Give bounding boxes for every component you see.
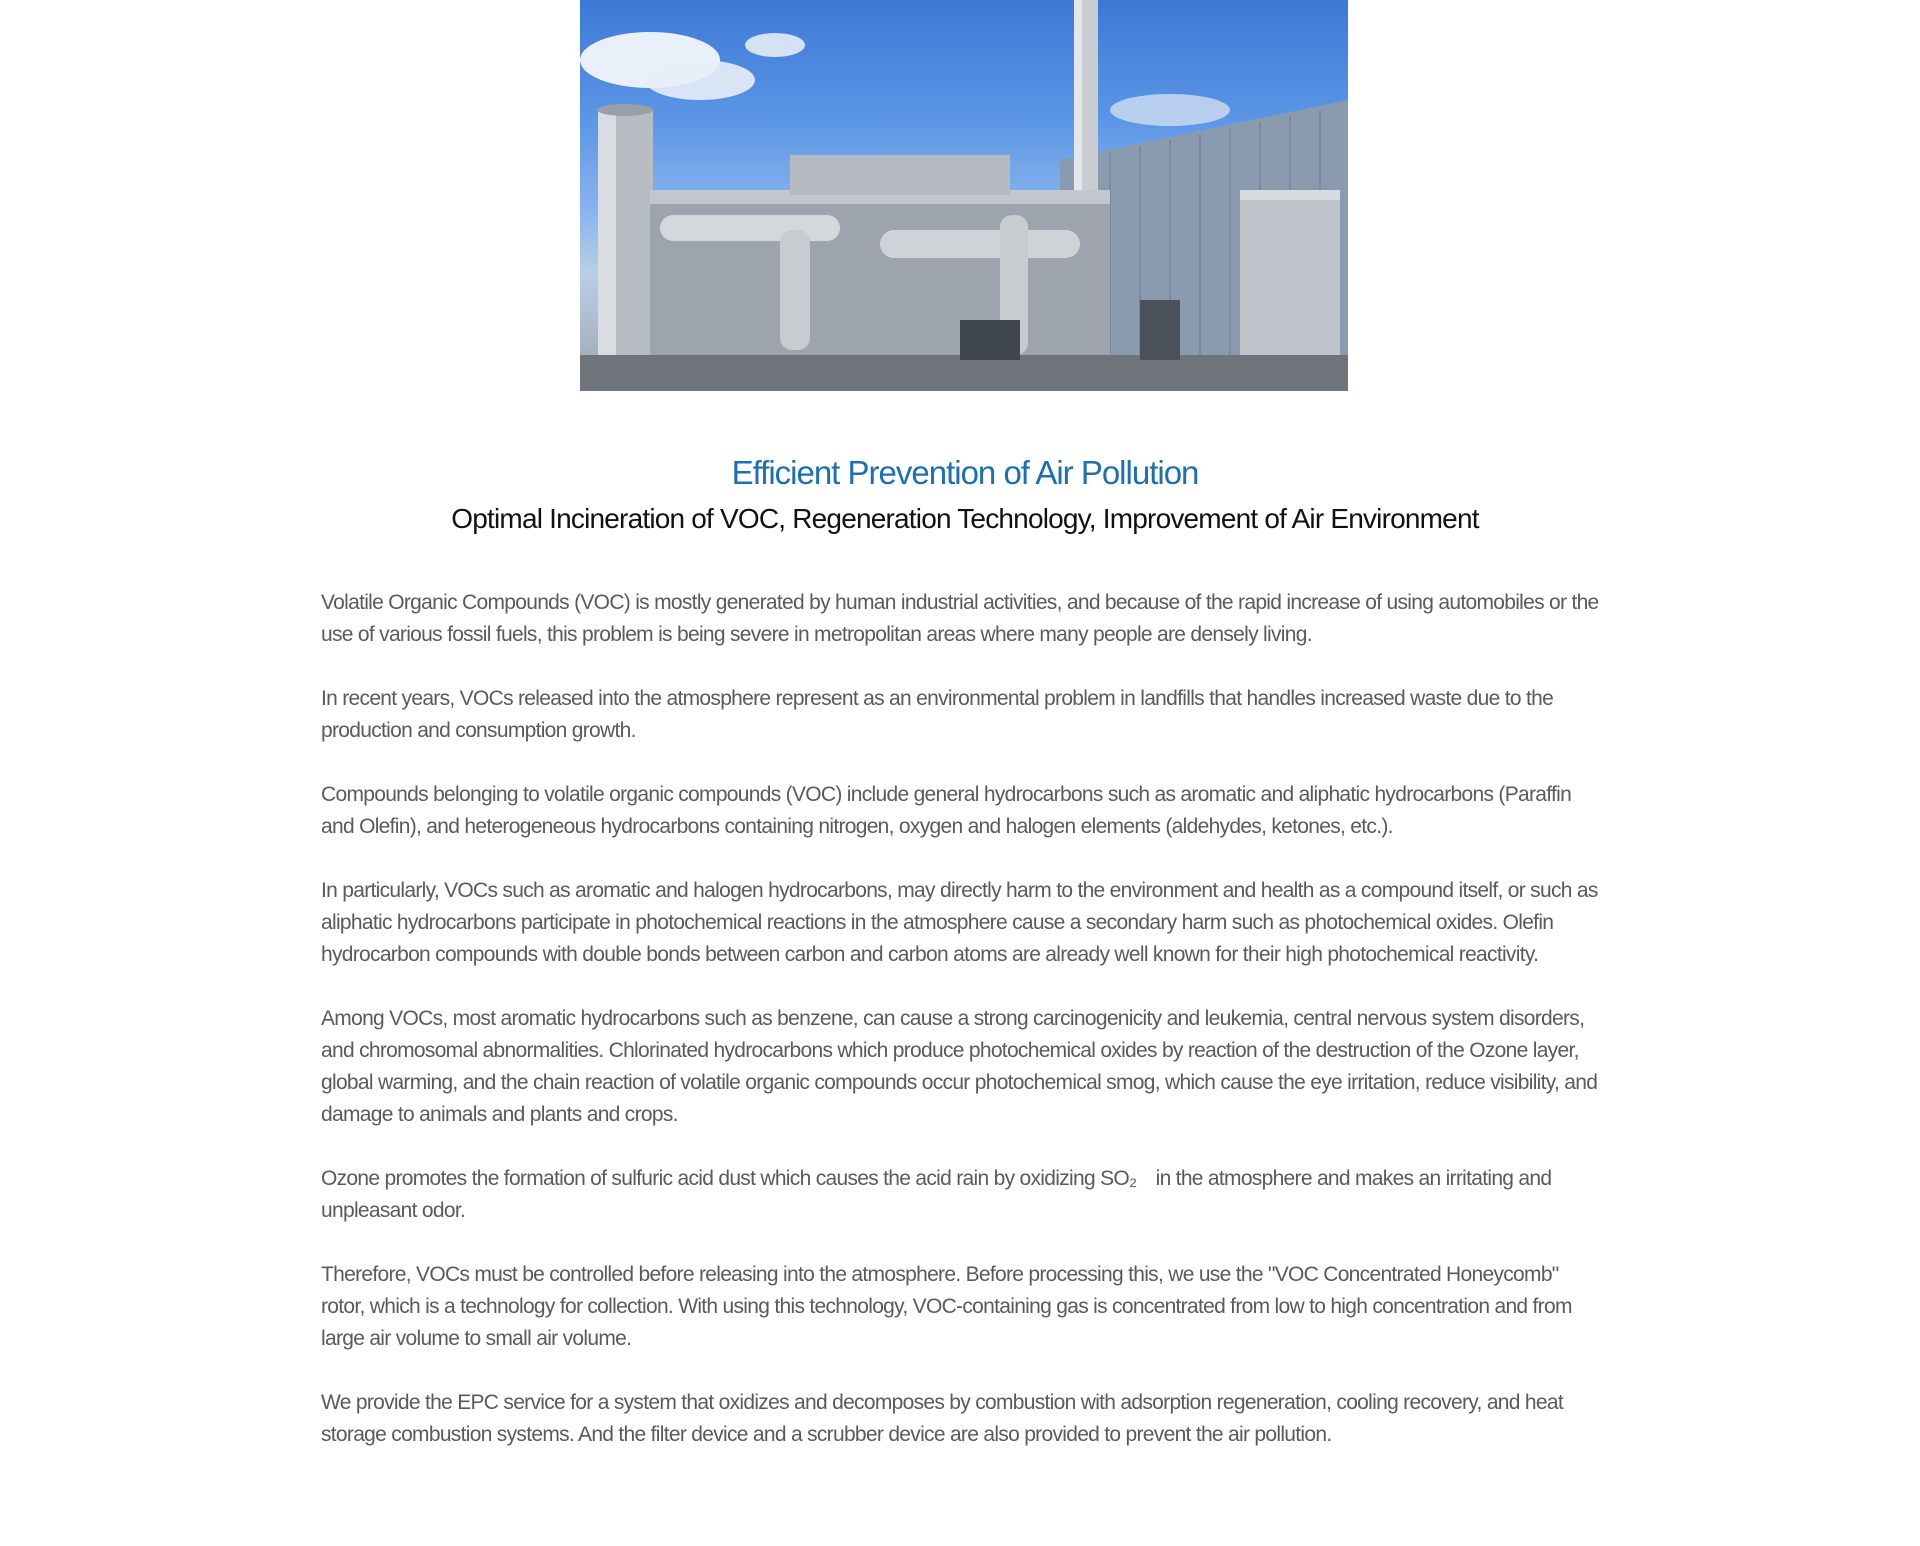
- ozone-text-after: in the atmosphere and makes an irritating and unpleasant odor.: [321, 1167, 1552, 1222]
- paragraph-voc-origin: Volatile Organic Compounds (VOC) is mostly generated by human industrial activities, and because of the rapid increase of using automobiles or the use of various fossil fuels, this problem is being severe in metropolitan areas where many people are densely living.: [321, 591, 1599, 646]
- paragraph-ozone: [321, 1163, 1601, 1227]
- article-body: [321, 587, 1601, 1483]
- paragraph-honeycomb: Therefore, VOCs must be controlled before releasing into the atmosphere. Before processing this, we use the "VOC Concentrated Honeycomb" rotor, which is a technology for collection. With using this technology, VOC-containing gas is concentrated from low to high concentration and from large air volume to small air volume.: [321, 1263, 1572, 1350]
- industrial-plant-photo: [580, 0, 1348, 391]
- ozone-text-before: Ozone promotes the formation of sulfuric acid dust which causes the acid rain by oxidizing: [321, 1167, 1101, 1190]
- page-title: Efficient Prevention of Air Pollution: [731, 454, 1199, 491]
- paragraph-landfills: In recent years, VOCs released into the atmosphere represent as an environmental problem in landfills that handles increased waste due to the production and consumption growth.: [321, 687, 1554, 742]
- heading-block: [0, 445, 1920, 537]
- hero-image: [580, 0, 1348, 391]
- paragraph-compounds: Compounds belonging to volatile organic compounds (VOC) include general hydrocarbons such as aromatic and aliphatic hydrocarbons (Paraffin and Olefin), and heterogeneous hydrocarbons containing nitrogen, oxygen and halogen elements (aldehydes, ketones, etc.).: [321, 783, 1572, 838]
- paragraph-harm: In particularly, VOCs such as aromatic and halogen hydrocarbons, may directly harm to the environment and health as a compound itself, or such as aliphatic hydrocarbons participate in photochemical reactions in the atmosphere cause a secondary harm such as photochemical oxides. Olefin hydrocarbon compounds with double bonds between carbon and carbon atoms are already well known for their high photochemical reactivity.: [321, 879, 1598, 966]
- chemical-formula: SO₂: [1100, 1167, 1137, 1190]
- paragraph-aromatic: Among VOCs, most aromatic hydrocarbons such as benzene, can cause a strong carcinogenicity and leukemia, central nervous system disorders, and chromosomal abnormalities. Chlorinated hydrocarbons which produce photochemical oxides by reaction of the destruction of the Ozone layer, global warming, and the chain reaction of volatile organic compounds occur photochemical smog, which cause the eye irritation, reduce visibility, and damage to animals and plants and crops.: [321, 1007, 1598, 1126]
- page-subtitle: Optimal Incineration of VOC, Regeneration Technology, Improvement of Air Environment: [451, 503, 1479, 534]
- paragraph-epc-service: We provide the EPC service for a system that oxidizes and decomposes by combustion with adsorption regeneration, cooling recovery, and heat storage combustion systems. And the filter device and a scrubber device are also provided to prevent the air pollution.: [321, 1391, 1563, 1446]
